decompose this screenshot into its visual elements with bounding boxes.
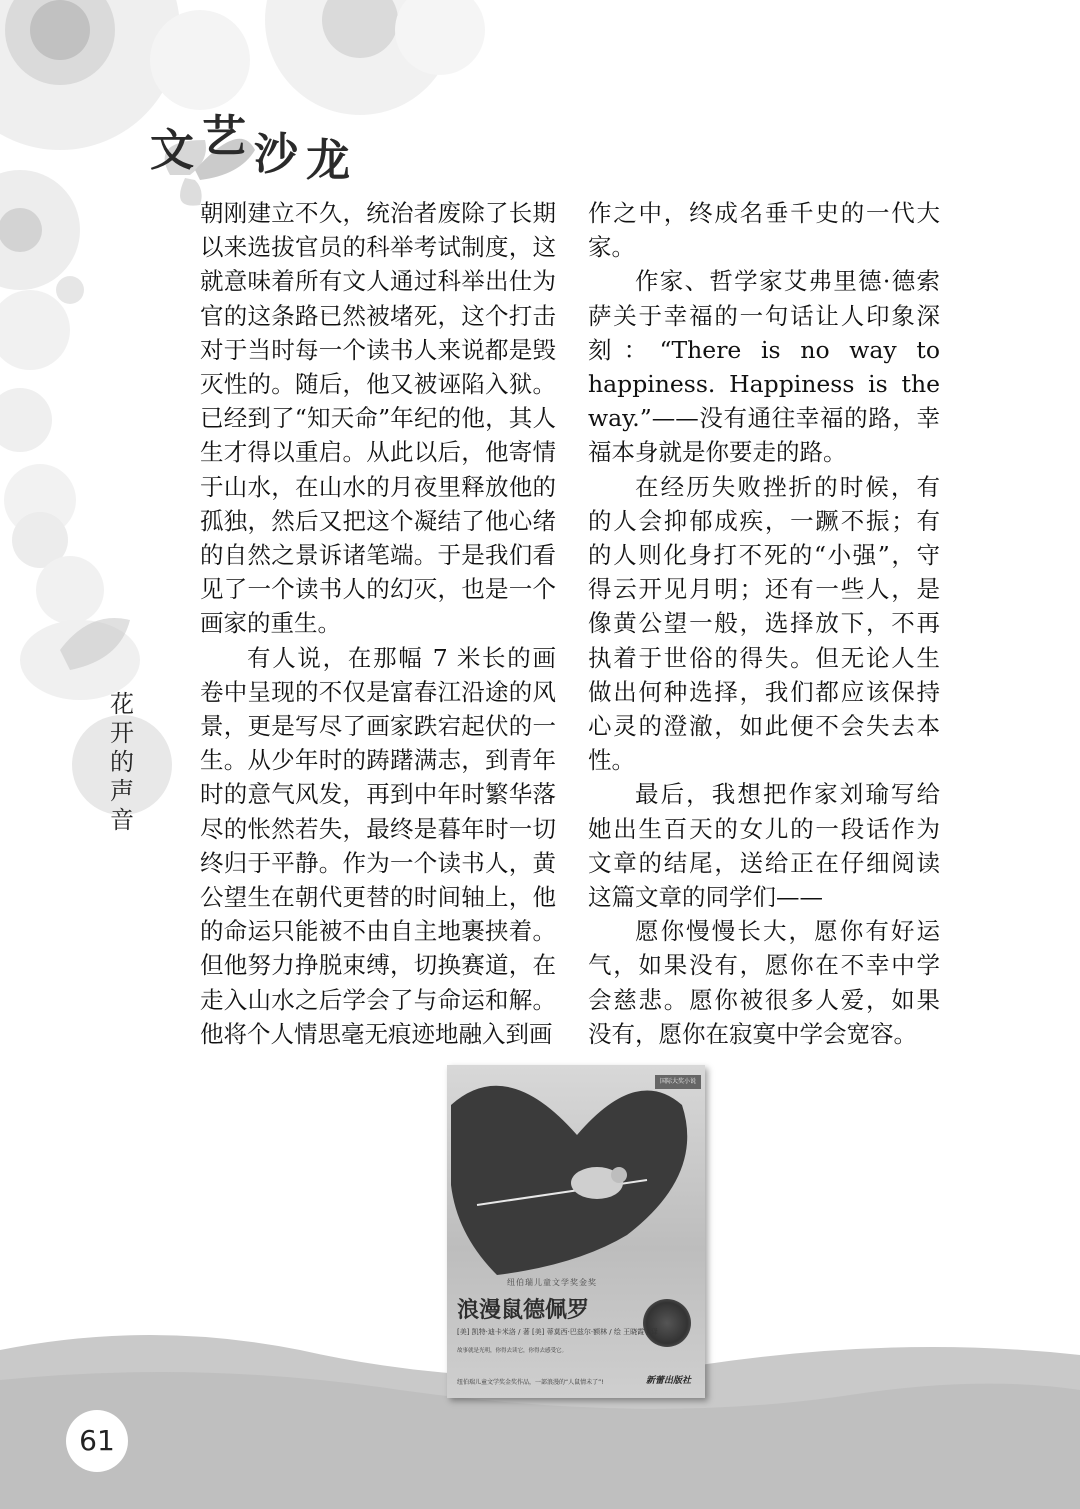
book-cover bbox=[447, 1065, 705, 1398]
side-label-char: 花 bbox=[110, 690, 134, 718]
book-promo: 纽伯瑞儿童文学奖金奖作品，一部浪漫的“人鼠情未了”! bbox=[457, 1379, 604, 1386]
paragraph: 最后，我想把作家刘瑜写给她出生百天的女儿的一段话作为文章的结尾，送给正在仔细阅读这篇文章的同学们—— bbox=[588, 780, 940, 912]
book-title: 浪漫鼠德佩罗 bbox=[457, 1298, 590, 1323]
title-char: 龙 bbox=[306, 135, 354, 186]
paragraph: 作家、哲学家艾弗里德·德索萨关于幸福的一句话让人印象深刻：“There is no way to happiness. Happiness is the way.”——没有通往幸福的路，幸福本身就是你要走的路。 bbox=[588, 267, 940, 467]
title-char: 沙 bbox=[254, 129, 302, 180]
page-number: 61 bbox=[66, 1410, 128, 1472]
award-medal-icon bbox=[643, 1299, 691, 1347]
side-label-char: 的 bbox=[110, 748, 134, 776]
paragraph: 有人说，在那幅 7 米长的画卷中呈现的不仅是富春江沿途的风景，更是写尽了画家跌宕起伏的一生。从少年时的踌躇满志，到青年时的意气风发，再到中年时繁华落尽的怅然若失，最终是暮年时一切终归于平静。作为一个读书人，黄公望生在朝代更替的时间轴上，他的命运只能被不由自主地裹挟着。但他努力挣脱束缚，切换赛道，在走入山水之后学会了与命运和解。他将个人情思毫无痕迹地融入到画 bbox=[200, 643, 556, 1048]
book-badge: 国际大奖小说 bbox=[655, 1075, 701, 1089]
title-char: 文 bbox=[150, 125, 198, 176]
title-char: 艺 bbox=[202, 111, 250, 162]
heart-illustration bbox=[447, 1065, 705, 1280]
side-label bbox=[102, 690, 142, 835]
paragraph: 在经历失败挫折的时候，有的人会抑郁成疾，一蹶不振；有的人则化身打不死的“小强”，守得云开见月明；还有一些人，是像黄公望一般，选择放下，不再执着于世俗的得失。但无论人生做出何种选择，我们都应该保持心灵的澄澈，如此便不会失去本性。 bbox=[588, 472, 940, 775]
book-tag: 纽伯瑞儿童文学奖金奖 bbox=[507, 1278, 597, 1287]
book-publisher: 新蕾出版社 bbox=[645, 1376, 691, 1386]
section-title bbox=[150, 104, 370, 186]
article-column-right bbox=[588, 196, 940, 1051]
paragraph: 愿你慢慢长大，愿你有好运气，如果没有，愿你在不幸中学会慈悲。愿你被很多人爱，如果没有，愿你在寂寞中学会宽容。 bbox=[588, 917, 940, 1048]
paragraph: 朝刚建立不久，统治者废除了长期以来选拔官员的科举考试制度，这就意味着所有文人通过科举出仕为官的这条路已然被堵死，这个打击对于当时每一个读书人来说都是毁灭性的。随后，他又被诬陷入狱。已经到了“知天命”年纪的他，其人生才得以重启。从此以后，他寄情于山水，在山水的月夜里释放他的孤独，然后又把这个凝结了他心绪的自然之景诉诸笔端。于是我们看见了一个读书人的幻灭，也是一个画家的重生。 bbox=[200, 199, 556, 638]
side-label-char: 声 bbox=[110, 777, 134, 805]
side-label-char: 音 bbox=[110, 806, 134, 834]
article-column-left bbox=[200, 196, 556, 1051]
paragraph: 作之中，终成名垂千史的一代大家。 bbox=[588, 199, 940, 262]
side-label-char: 开 bbox=[110, 719, 134, 747]
book-authors: [美] 凯特·迪卡米洛 / 著 [美] 蒂莫西·巴兹尔·额林 / 绘 王晓霞 / 译 bbox=[457, 1328, 658, 1336]
book-blurb: 故事就是光明，你得去读它，你得去感受它。 bbox=[457, 1348, 568, 1354]
